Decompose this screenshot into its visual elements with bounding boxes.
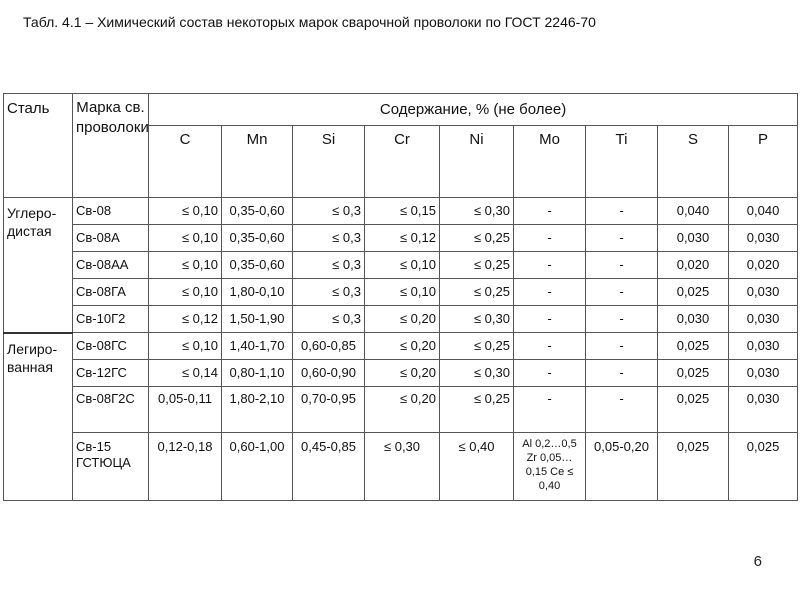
header-element-mo: Mo [514, 126, 586, 198]
cell-cr: ≤ 0,10 [365, 252, 440, 279]
table-row [4, 225, 798, 252]
header-element-ni: Ni [440, 126, 514, 198]
cell-cr: ≤ 0,30 [365, 433, 440, 501]
header-content: Содержание, % (не более) [149, 94, 798, 126]
cell-grade: Св-08 [73, 198, 149, 225]
cell-c: ≤ 0,12 [149, 306, 222, 333]
cell-c: ≤ 0,10 [149, 333, 222, 360]
cell-s: 0,025 [658, 387, 729, 433]
cell-mn: 1,40-1,70 [222, 333, 293, 360]
cell-p: 0,030 [729, 279, 798, 306]
cell-c: 0,12-0,18 [149, 433, 222, 501]
header-steel: Сталь [4, 94, 73, 198]
cell-si: ≤ 0,3 [293, 306, 365, 333]
cell-cr: ≤ 0,10 [365, 279, 440, 306]
cell-ti: - [586, 225, 658, 252]
table-row [4, 433, 798, 501]
table-row [4, 198, 798, 225]
cell-ti: - [586, 198, 658, 225]
cell-ni: ≤ 0,30 [440, 198, 514, 225]
header-element-ti: Ti [586, 126, 658, 198]
cell-mo: - [514, 306, 586, 333]
cell-mo-additives: Al 0,2…0,5 Zr 0,05…0,15 Ce ≤ 0,40 [514, 433, 586, 501]
cell-mn: 0,35-0,60 [222, 198, 293, 225]
header-element-c: C [149, 126, 222, 198]
cell-p: 0,030 [729, 387, 798, 433]
cell-grade: Св-08ГС [73, 333, 149, 360]
cell-p: 0,020 [729, 252, 798, 279]
cell-p: 0,030 [729, 225, 798, 252]
cell-grade: Св-10Г2 [73, 306, 149, 333]
table-row [4, 360, 798, 387]
cell-ni: ≤ 0,25 [440, 225, 514, 252]
cell-si: ≤ 0,3 [293, 252, 365, 279]
cell-mn: 1,80-0,10 [222, 279, 293, 306]
header-grade: Марка св. проволоки [73, 94, 149, 198]
cell-ni: ≤ 0,30 [440, 360, 514, 387]
cell-mo: - [514, 252, 586, 279]
cell-ni: ≤ 0,25 [440, 252, 514, 279]
header-element-mn: Mn [222, 126, 293, 198]
cell-si: 0,60-0,90 [293, 360, 365, 387]
cell-ti: - [586, 387, 658, 433]
cell-mo: - [514, 198, 586, 225]
cell-ni: ≤ 0,25 [440, 279, 514, 306]
table-row [4, 252, 798, 279]
cell-cr: ≤ 0,20 [365, 387, 440, 433]
cell-grade: Св-15 ГСТЮЦА [73, 433, 149, 501]
cell-c: ≤ 0,10 [149, 252, 222, 279]
cell-s: 0,025 [658, 333, 729, 360]
cell-c: ≤ 0,10 [149, 279, 222, 306]
cell-s: 0,030 [658, 225, 729, 252]
cell-c: ≤ 0,14 [149, 360, 222, 387]
cell-c: ≤ 0,10 [149, 225, 222, 252]
table-row [4, 306, 798, 333]
table-caption: Табл. 4.1 – Химический состав некоторых марок сварочной проволоки по ГОСТ 2246-70 [23, 14, 596, 30]
table-row [4, 279, 798, 306]
cell-mn: 1,80-2,10 [222, 387, 293, 433]
page-number: 6 [753, 553, 762, 570]
cell-ti: 0,05-0,20 [586, 433, 658, 501]
cell-grade: Св-08АА [73, 252, 149, 279]
cell-mo: - [514, 387, 586, 433]
cell-grade: Св-08Г2С [73, 387, 149, 433]
cell-cr: ≤ 0,20 [365, 333, 440, 360]
cell-grade: Св-08А [73, 225, 149, 252]
cell-mn: 0,35-0,60 [222, 225, 293, 252]
table-row [4, 333, 798, 360]
cell-si: 0,70-0,95 [293, 387, 365, 433]
cell-mo: - [514, 279, 586, 306]
cell-mn: 0,60-1,00 [222, 433, 293, 501]
cell-ti: - [586, 252, 658, 279]
cell-s: 0,025 [658, 360, 729, 387]
cell-grade: Св-12ГС [73, 360, 149, 387]
cell-s: 0,025 [658, 279, 729, 306]
cell-ni: ≤ 0,40 [440, 433, 514, 501]
cell-mo: - [514, 360, 586, 387]
cell-ti: - [586, 333, 658, 360]
cell-ni: ≤ 0,25 [440, 387, 514, 433]
cell-cr: ≤ 0,20 [365, 306, 440, 333]
cell-si: ≤ 0,3 [293, 225, 365, 252]
cell-s: 0,020 [658, 252, 729, 279]
cell-si: ≤ 0,3 [293, 198, 365, 225]
composition-table [3, 93, 798, 501]
cell-ni: ≤ 0,30 [440, 306, 514, 333]
cell-c: 0,05-0,11 [149, 387, 222, 433]
cell-s: 0,025 [658, 433, 729, 501]
cell-p: 0,030 [729, 333, 798, 360]
cell-mo: - [514, 333, 586, 360]
cell-mn: 0,35-0,60 [222, 252, 293, 279]
cell-si: 0,60-0,85 [293, 333, 365, 360]
cell-p: 0,030 [729, 306, 798, 333]
cell-c: ≤ 0,10 [149, 198, 222, 225]
cell-si: ≤ 0,3 [293, 279, 365, 306]
cell-mn: 0,80-1,10 [222, 360, 293, 387]
cell-grade: Св-08ГА [73, 279, 149, 306]
cell-p: 0,040 [729, 198, 798, 225]
header-element-cr: Cr [365, 126, 440, 198]
cell-cr: ≤ 0,20 [365, 360, 440, 387]
cell-si: 0,45-0,85 [293, 433, 365, 501]
header-element-s: S [658, 126, 729, 198]
group-label-alloyed: Легиро-ванная [4, 333, 73, 501]
cell-p: 0,025 [729, 433, 798, 501]
cell-cr: ≤ 0,15 [365, 198, 440, 225]
cell-ti: - [586, 279, 658, 306]
cell-ti: - [586, 306, 658, 333]
cell-mn: 1,50-1,90 [222, 306, 293, 333]
table-row [4, 387, 798, 433]
cell-s: 0,040 [658, 198, 729, 225]
cell-cr: ≤ 0,12 [365, 225, 440, 252]
cell-ni: ≤ 0,25 [440, 333, 514, 360]
header-element-si: Si [293, 126, 365, 198]
cell-s: 0,030 [658, 306, 729, 333]
header-element-p: P [729, 126, 798, 198]
cell-ti: - [586, 360, 658, 387]
group-label-carbon: Углеро-дистая [4, 198, 73, 333]
cell-mo: - [514, 225, 586, 252]
cell-p: 0,030 [729, 360, 798, 387]
